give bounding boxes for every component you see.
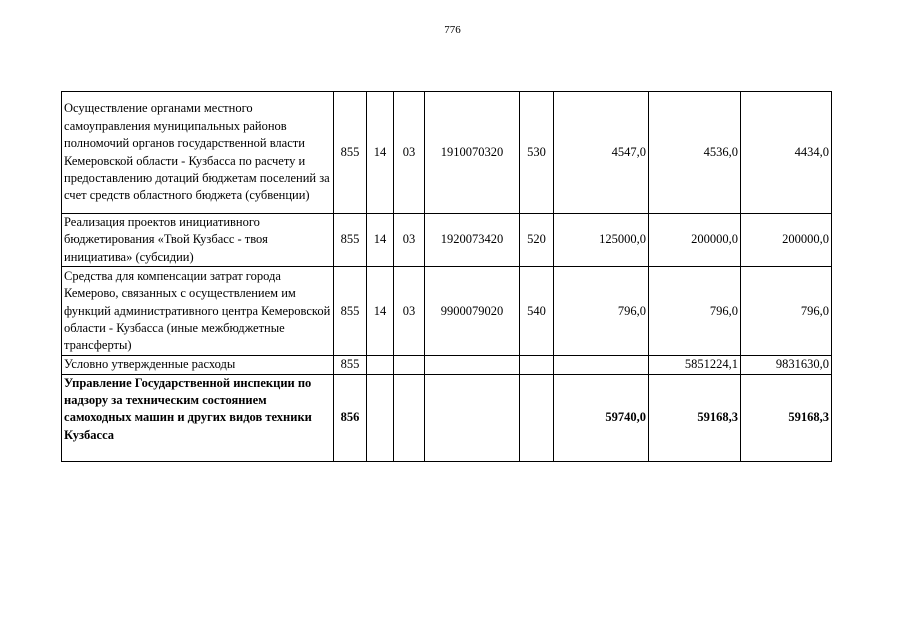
row-ved: 855 <box>334 92 367 214</box>
row-amount-year1: 4547,0 <box>554 92 649 214</box>
row-description: Осуществление органами местного самоуправления муниципальных районов полномочий органов государственной власти Кемеровской области - Кузбасса по расчету и предоставлению дотаций бюджетам поселений за счет средств областного бюджета (субвенции) <box>62 92 334 214</box>
row-ved: 855 <box>334 356 367 374</box>
row-description: Реализация проектов инициативного бюджетирования «Твой Кузбасс - твоя инициатива» (субсидии) <box>62 214 334 267</box>
row-amount-year1: 125000,0 <box>554 214 649 267</box>
table-row <box>62 214 832 267</box>
row-csr: 1910070320 <box>425 92 520 214</box>
table-row <box>62 374 832 461</box>
row-razdel: 14 <box>367 267 394 356</box>
table-row <box>62 267 832 356</box>
row-razdel: 14 <box>367 92 394 214</box>
row-razdel <box>367 356 394 374</box>
row-amount-year3: 200000,0 <box>741 214 832 267</box>
row-description: Условно утвержденные расходы <box>62 356 334 374</box>
row-razdel <box>367 374 394 461</box>
row-csr: 9900079020 <box>425 267 520 356</box>
row-vr: 520 <box>520 214 554 267</box>
row-podrazdel: 03 <box>394 92 425 214</box>
row-ved: 855 <box>334 214 367 267</box>
row-amount-year2: 5851224,1 <box>649 356 741 374</box>
row-description: Управление Государственной инспекции по надзору за техническим состоянием самоходных машин и других видов техники Кузбасса <box>62 374 334 461</box>
row-amount-year3: 4434,0 <box>741 92 832 214</box>
row-amount-year1: 59740,0 <box>554 374 649 461</box>
row-amount-year3: 59168,3 <box>741 374 832 461</box>
row-podrazdel <box>394 374 425 461</box>
row-amount-year2: 59168,3 <box>649 374 741 461</box>
row-csr: 1920073420 <box>425 214 520 267</box>
row-amount-year2: 796,0 <box>649 267 741 356</box>
row-podrazdel: 03 <box>394 214 425 267</box>
row-ved: 856 <box>334 374 367 461</box>
row-amount-year3: 796,0 <box>741 267 832 356</box>
row-description: Средства для компенсации затрат города Кемерово, связанных с осуществлением им функций административного центра Кемеровской области - Кузбасса (иные межбюджетные трансферты) <box>62 267 334 356</box>
row-podrazdel: 03 <box>394 267 425 356</box>
row-ved: 855 <box>334 267 367 356</box>
row-podrazdel <box>394 356 425 374</box>
row-vr: 530 <box>520 92 554 214</box>
row-amount-year1: 796,0 <box>554 267 649 356</box>
row-amount-year1 <box>554 356 649 374</box>
row-csr <box>425 374 520 461</box>
row-vr <box>520 356 554 374</box>
row-vr: 540 <box>520 267 554 356</box>
row-amount-year3: 9831630,0 <box>741 356 832 374</box>
budget-table <box>61 91 832 462</box>
page-number: 776 <box>444 24 461 36</box>
row-amount-year2: 4536,0 <box>649 92 741 214</box>
table-row <box>62 92 832 214</box>
row-csr <box>425 356 520 374</box>
row-vr <box>520 374 554 461</box>
row-amount-year2: 200000,0 <box>649 214 741 267</box>
table-row <box>62 356 832 374</box>
row-razdel: 14 <box>367 214 394 267</box>
